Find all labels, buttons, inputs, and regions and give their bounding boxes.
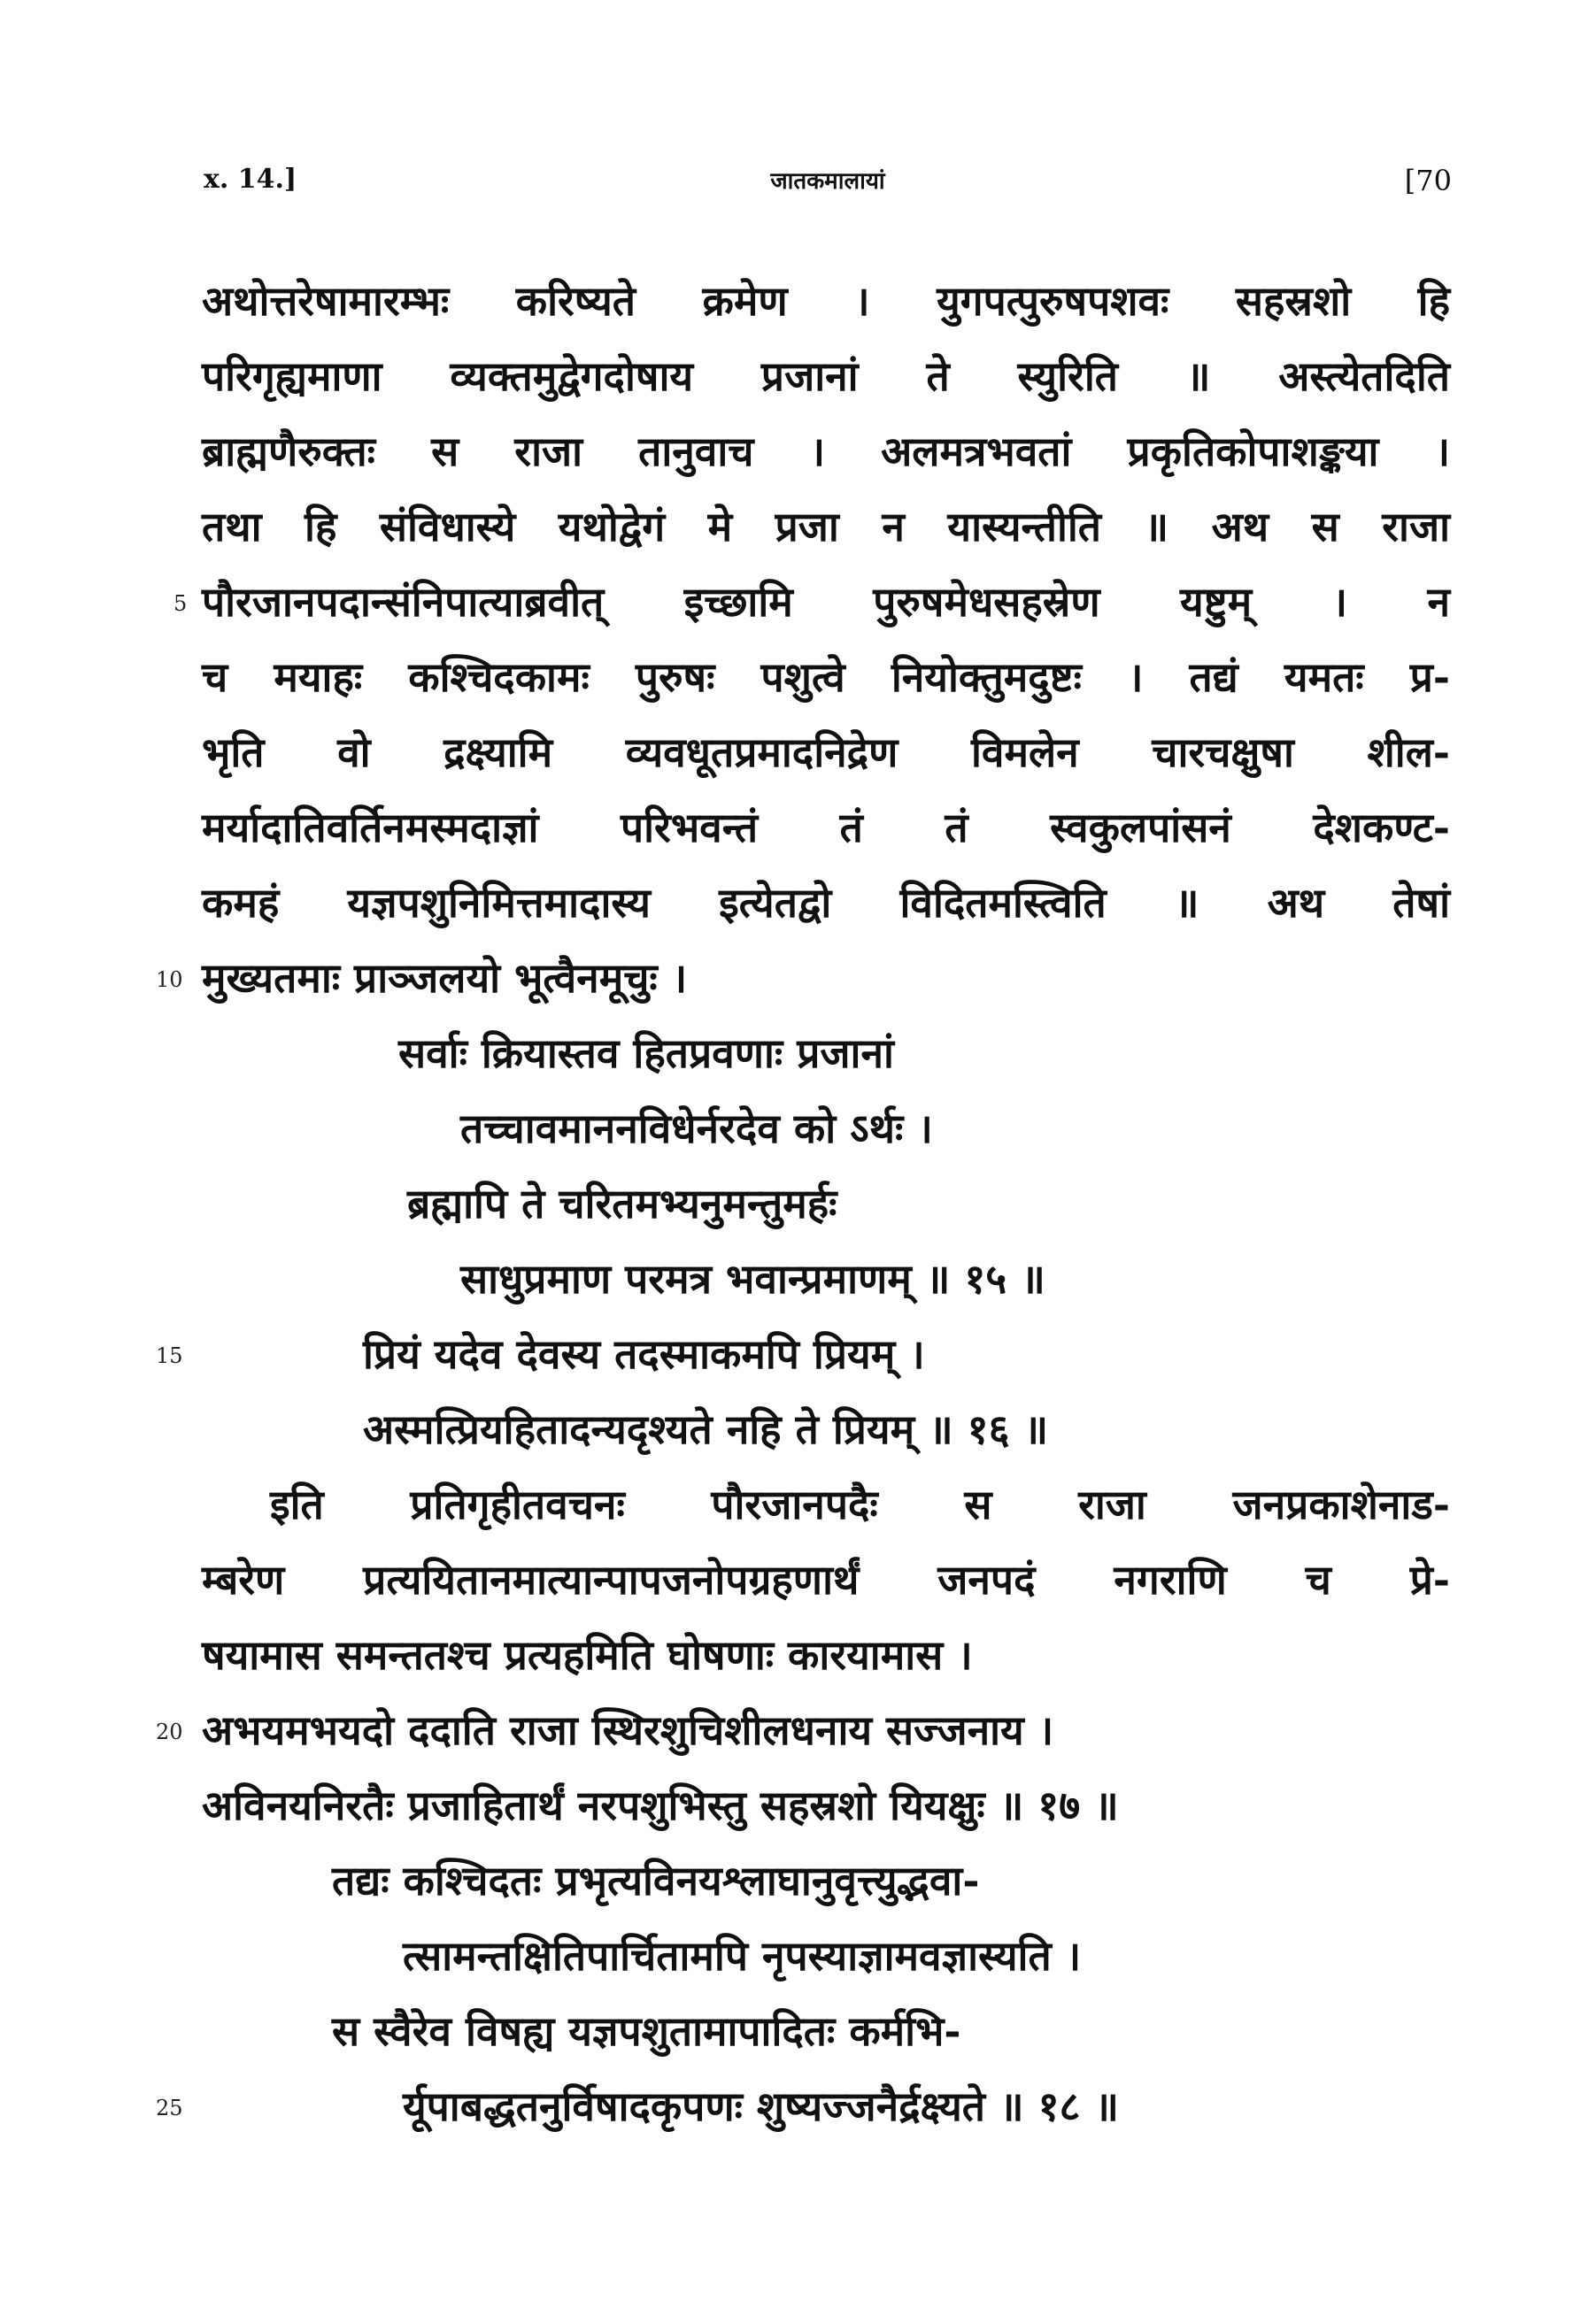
verse-line: र्यूपाबद्धतनुर्विषादकृपणः शुष्यज्जनैर्द्रक्ष्यते ॥ १८ ॥: [403, 2082, 1119, 2130]
text-line: ब्राह्मणैरुक्तः स राजा तानुवाच । अलमत्रभवतां प्रकृतिकोपाशङ्कया ।: [202, 427, 1450, 475]
verse-line: अभयमभयदो ददाति राजा स्थिरशुचिशीलधनाय सज्जनाय ।: [202, 1706, 1054, 1754]
text-line: कमहं यज्ञपशुनिमित्तमादास्य इत्येतद्वो विदितमस्त्विति ॥ अथ तेषां: [202, 879, 1450, 927]
verse-line: स स्वैरेव विषह्य यज्ञपशुतामापादितः कर्मभि-: [332, 2007, 961, 2055]
text-line: तथा हि संविधास्ये यथोद्वेगं मे प्रजा न यास्यन्तीति ॥ अथ स राजा: [202, 503, 1450, 550]
running-title: जातकमालायां: [770, 168, 885, 195]
text-line: परिगृह्यमाणा व्यक्तमुद्वेगदोषाय प्रजानां ते स्युरिति ॥ अस्त्येतदिति: [202, 352, 1450, 400]
page-number: [70: [1404, 164, 1452, 197]
margin-line-number: 15: [156, 1343, 183, 1368]
verse-line: प्रियं यदेव देवस्य तदस्माकमपि प्रियम् ।: [363, 1330, 925, 1378]
verse-line: त्सामन्तक्षितिपार्चितामपि नृपस्याज्ञामवज्ञास्यति ।: [403, 1932, 1082, 1980]
text-line: अथोत्तरेषामारम्भः करिष्यते क्रमेण । युगपत्पुरुषपशवः सहस्रशो हि: [202, 277, 1450, 325]
verse-line: अस्मत्प्रियहितादन्यदृश्यते नहि ते प्रियम् ॥ १६ ॥: [363, 1405, 1049, 1453]
margin-line-number: 25: [156, 2096, 183, 2120]
text-line: म्बरेण प्रत्ययितानमात्यान्पापजनोपग्रहणार्थं जनपदं नगराणि च प्रे-: [202, 1556, 1450, 1604]
margin-line-number: 20: [156, 1720, 183, 1744]
section-reference: x. 14.]: [204, 164, 297, 195]
running-head: [204, 164, 1452, 208]
margin-line-number: 5: [174, 591, 188, 616]
verse-line: ब्रह्मापि ते चरितमभ्यनुमन्तुमर्हः: [407, 1180, 837, 1227]
verse-line: अविनयनिरतैः प्रजाहितार्थं नरपशुभिस्तु सहस्रशो यियक्षुः ॥ १७ ॥: [202, 1781, 1119, 1829]
text-line: मुख्यतमाः प्राञ्जलयो भूत्वैनमूचुः ।: [202, 954, 688, 1002]
text-line: इति प्रतिगृहीतवचनः पौरजानपदैः स राजा जनप्रकाशेनाड-: [270, 1481, 1450, 1528]
text-line: भृति वो द्रक्ष्यामि व्यवधूतप्रमादनिद्रेण विमलेन चारचक्षुषा शील-: [202, 728, 1450, 776]
verse-line: तद्यः कश्चिदतः प्रभृत्यविनयश्लाघानुवृत्त्युद्भवा-: [332, 1857, 980, 1905]
verse-line: तच्चावमाननविधेर्नरदेव को ऽर्थः ।: [460, 1104, 933, 1152]
verse-line: साधुप्रमाण परमत्र भवान्प्रमाणम् ॥ १५ ॥: [460, 1255, 1045, 1303]
verse-line: सर्वाः क्रियास्तव हितप्रवणाः प्रजानां: [398, 1029, 894, 1077]
text-line: मर्यादातिवर्तिनमस्मदाज्ञां परिभवन्तं तं तं स्वकुलपांसनं देशकण्ट-: [202, 804, 1450, 851]
margin-line-number: 10: [156, 967, 183, 992]
text-line: पौरजानपदान्संनिपात्याब्रवीत् इच्छामि पुरुषमेधसहस्रेण यष्टुम् । न: [202, 578, 1450, 626]
text-line: च मयाहः कश्चिदकामः पुरुषः पशुत्वे नियोक्तुमदुष्टः । तद्यं यमतः प्र-: [202, 653, 1450, 701]
text-line: षयामास समन्ततश्च प्रत्यहमिति घोषणाः कारयामास ।: [202, 1631, 973, 1679]
